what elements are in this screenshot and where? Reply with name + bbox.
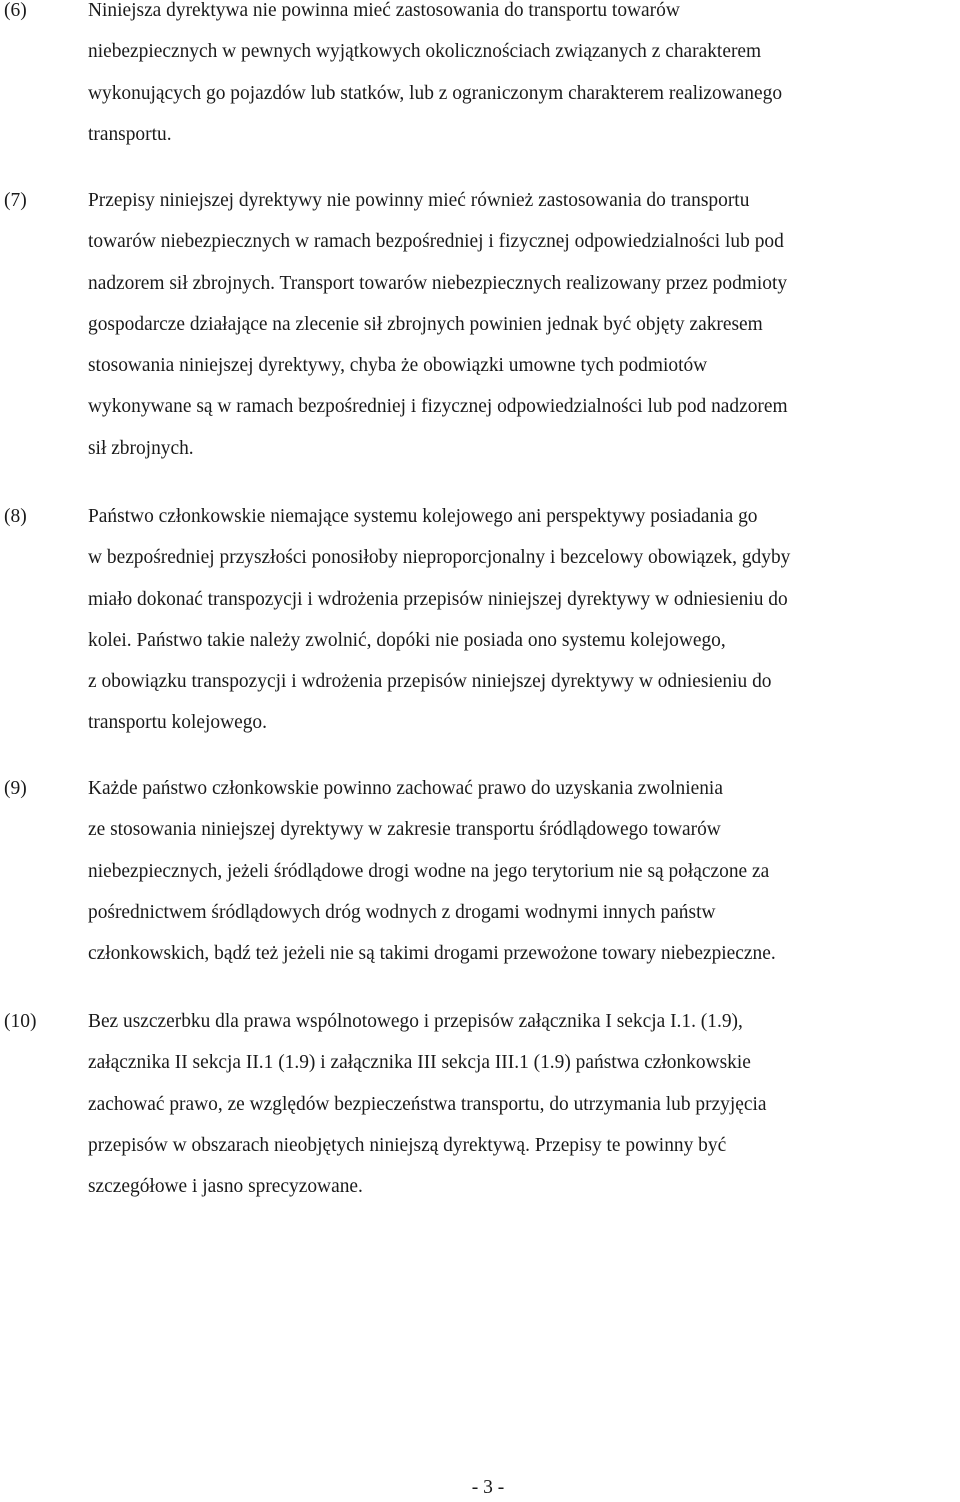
recital-text	[88, 0, 958, 155]
text-line: gospodarcze działające na zlecenie sił zbrojnych powinien jednak być objęty zakresem	[88, 313, 763, 335]
text-line: wykonywane są w ramach bezpośredniej i fizycznej odpowiedzialności lub pod nadzorem	[88, 396, 788, 418]
text-line: załącznika II sekcja II.1 (1.9) i załącznika III sekcja III.1 (1.9) państwa członkowskie	[88, 1052, 751, 1074]
text-line: z obowiązku transpozycji i wdrożenia przepisów niniejszej dyrektywy w odniesieniu do	[88, 671, 772, 693]
page-footer	[0, 1474, 960, 1502]
recital-text	[88, 496, 958, 744]
text-line: sił zbrojnych.	[88, 437, 194, 459]
text-line: Niniejsza dyrektywa nie powinna mieć zastosowania do transportu towarów	[88, 0, 680, 21]
recital-text	[88, 180, 958, 469]
text-line: towarów niebezpiecznych w ramach bezpośredniej i fizycznej odpowiedzialności lub pod	[88, 231, 784, 253]
text-line: niebezpiecznych, jeżeli śródlądowe drogi wodne na jego terytorium nie są połączone za	[88, 860, 770, 882]
text-line: Każde państwo członkowskie powinno zachować prawo do uzyskania zwolnienia	[88, 778, 723, 799]
recital-text	[88, 768, 958, 974]
text-line: zachować prawo, ze względów bezpieczeństwa transportu, do utrzymania lub przyjęcia	[88, 1093, 767, 1115]
text-line: miało dokonać transpozycji i wdrożenia przepisów niniejszej dyrektywy w odniesieniu do	[88, 588, 788, 610]
text-line: ze stosowania niniejszej dyrektywy w zakresie transportu śródlądowego towarów	[88, 819, 721, 841]
text-line: kolei. Państwo takie należy zwolnić, dopóki nie posiada ono systemu kolejowego,	[88, 629, 726, 651]
text-line: szczegółowe i jasno sprecyzowane.	[88, 1176, 363, 1198]
recital-number: (10)	[4, 1011, 37, 1032]
text-line: Przepisy niniejszej dyrektywy nie powinny mieć również zastosowania do transportu	[88, 190, 750, 211]
recital-number: (7)	[4, 190, 27, 211]
text-line: Bez uszczerbku dla prawa wspólnotowego i przepisów załącznika I sekcja I.1. (1.9),	[88, 1011, 743, 1032]
page-number: - 3 -	[471, 1477, 505, 1498]
recital-text	[88, 1001, 958, 1207]
text-line: wykonujących go pojazdów lub statków, lub z ograniczonym charakterem realizowanego	[88, 82, 783, 104]
text-line: niebezpiecznych w pewnych wyjątkowych okolicznościach związanych z charakterem	[88, 41, 762, 63]
text-line: członkowskich, bądź też jeżeli nie są takimi drogami przewożone towary niebezpieczne.	[88, 943, 776, 965]
text-line: transportu.	[88, 123, 172, 145]
text-line: pośrednictwem śródlądowych dróg wodnych z drogami wodnymi innych państw	[88, 901, 716, 923]
text-line: przepisów w obszarach nieobjętych niniejszą dyrektywą. Przepisy te powinny być	[88, 1134, 727, 1156]
recital-number: (8)	[4, 506, 27, 527]
text-line: transportu kolejowego.	[88, 712, 267, 734]
text-line: nadzorem sił zbrojnych. Transport towarów niebezpiecznych realizowany przez podmioty	[88, 272, 788, 294]
text-line: stosowania niniejszej dyrektywy, chyba że obowiązki umowne tych podmiotów	[88, 355, 708, 377]
text-line: Państwo członkowskie niemające systemu kolejowego ani perspektywy posiadania go	[88, 506, 758, 527]
recital-number: (9)	[4, 778, 27, 799]
recital-number: (6)	[4, 0, 27, 21]
text-line: w bezpośredniej przyszłości ponosiłoby nieproporcjonalny i bezcelowy obowiązek, gdyby	[88, 547, 791, 569]
